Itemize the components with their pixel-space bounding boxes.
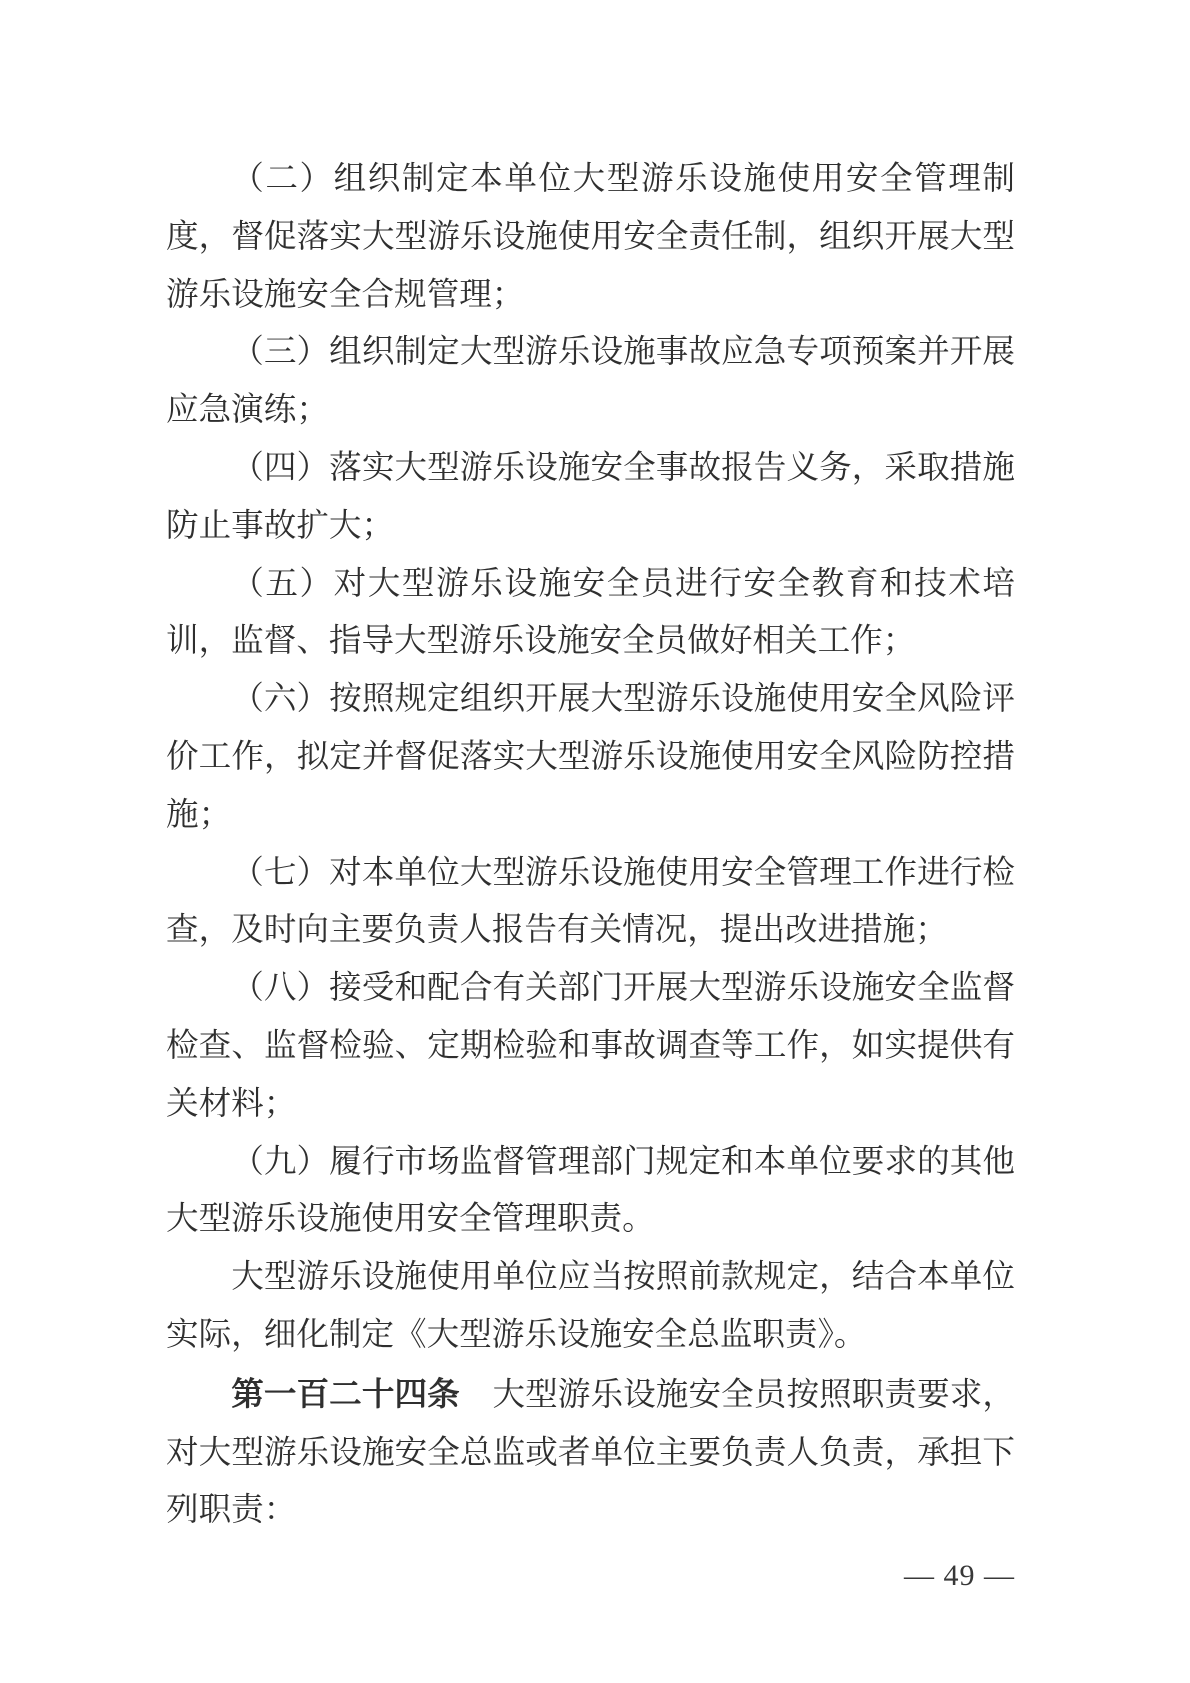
paragraph-article-124 (166, 1365, 1015, 1540)
paragraph-item-5: （五）对大型游乐设施安全员进行安全教育和技术培训，监督、指导大型游乐设施安全员做好相关工作； (166, 565, 1015, 660)
paragraph-item-6: （六）按照规定组织开展大型游乐设施使用安全风险评价工作，拟定并督促落实大型游乐设施使用安全风险防控措施； (166, 681, 1015, 833)
article-text: 大型游乐设施安全员按照职责要求，对大型游乐设施安全总监或者单位主要负责人负责，承担下列职责： (166, 1376, 1015, 1529)
paragraph-closing-clause: 大型游乐设施使用单位应当按照前款规定，结合本单位实际，细化制定《大型游乐设施安全总监职责》。 (166, 1259, 1015, 1353)
paragraph-item-7: （七）对本单位大型游乐设施使用安全管理工作进行检查，及时向主要负责人报告有关情况，提出改进措施； (166, 854, 1015, 949)
document-body-text (166, 151, 1015, 1540)
paragraph-item-3: （三）组织制定大型游乐设施事故应急专项预案并开展应急演练； (166, 334, 1015, 429)
paragraph-item-8: （八）接受和配合有关部门开展大型游乐设施安全监督检查、监督检验、定期检验和事故调查等工作，如实提供有关材料； (166, 970, 1015, 1122)
article-number: 第一百二十四条 (231, 1374, 460, 1412)
paragraph-item-9: （九）履行市场监督管理部门规定和本单位要求的其他大型游乐设施使用安全管理职责。 (166, 1143, 1015, 1238)
paragraph-item-4: （四）落实大型游乐设施安全事故报告义务，采取措施防止事故扩大； (166, 449, 1015, 544)
page-number: — 49 — (904, 1559, 1015, 1592)
paragraph-item-2: （二）组织制定本单位大型游乐设施使用安全管理制度，督促落实大型游乐设施使用安全责任制，组织开展大型游乐设施安全合规管理； (166, 161, 1015, 313)
